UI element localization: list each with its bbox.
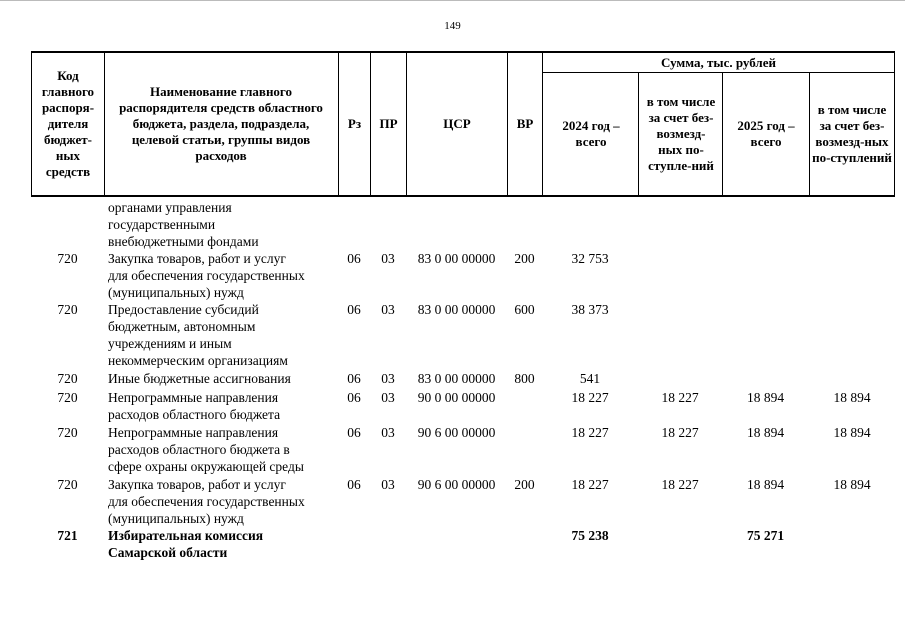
header-2024-total: 2024 год – всего (562, 118, 620, 149)
header-name: Наименование главного распорядителя средств областного бюджета, раздела, подраздела, целевой статьи, группы видов расходов (119, 84, 323, 163)
row-name-line: Избирательная комиссия (108, 528, 264, 543)
page-number: 149 (444, 20, 461, 32)
header-vr: ВР (516, 116, 534, 131)
row-name-line: некоммерческим организациям (108, 353, 288, 368)
header-sum: Сумма, тыс. рублей (661, 54, 776, 70)
header-csr: ЦСР (443, 116, 471, 131)
row-s3-cell: 18 894 (746, 390, 785, 405)
row-pr-cell: 03 (381, 371, 395, 386)
row-s1-cell: 541 (579, 371, 601, 386)
row-pr-cell: 03 (381, 390, 395, 405)
row-rz-cell: 06 (347, 251, 361, 266)
row-code-cell: 721 (57, 528, 78, 543)
row-name-line: Непрограммные направления (108, 425, 279, 440)
row-s1-cell: 32 753 (571, 251, 609, 266)
row-vr-cell: 200 (514, 477, 535, 492)
row-name-line: Иные бюджетные ассигнования (108, 371, 291, 386)
row-name-line: расходов областного бюджета в (108, 442, 290, 457)
row-csr-cell: 90 6 00 00000 (417, 425, 496, 440)
row-name-line: (муниципальных) нужд (108, 511, 244, 526)
row-rz-cell: 06 (347, 390, 361, 405)
row-s2-cell: 18 227 (661, 390, 699, 405)
row-name-line: государственными (108, 217, 216, 232)
header-pr: ПР (379, 116, 398, 131)
row-code-cell: 720 (57, 390, 78, 405)
header-2024-free: в том числе за счет без-возмезд-ных по-ступле-ний (646, 94, 716, 173)
row-name-line: для обеспечения государственных (108, 494, 305, 509)
row-s1-cell: 75 238 (571, 528, 609, 543)
row-code-cell: 720 (57, 302, 78, 317)
row-csr-cell: 90 0 00 00000 (417, 390, 496, 405)
header-rz: Рз (347, 116, 362, 131)
row-s1-cell: 18 227 (571, 477, 609, 492)
row-s3-cell: 18 894 (746, 477, 785, 492)
row-pr-cell: 03 (381, 425, 395, 440)
row-name-line: внебюджетными фондами (108, 234, 259, 249)
row-csr-cell: 83 0 00 00000 (417, 371, 496, 386)
row-name-line: Непрограммные направления (108, 390, 279, 405)
row-pr-cell: 03 (381, 302, 395, 317)
row-pr-cell: 03 (381, 251, 395, 266)
row-code-cell: 720 (57, 425, 78, 440)
row-vr-cell: 800 (514, 371, 535, 386)
row-vr-cell: 600 (514, 302, 535, 317)
row-rz-cell: 06 (347, 302, 361, 317)
row-pr-cell: 03 (381, 477, 395, 492)
header-code: Код главного распоря-дителя бюджет-ных средств (41, 68, 95, 179)
row-name-line: для обеспечения государственных (108, 268, 305, 283)
row-s1-cell: 18 227 (571, 425, 609, 440)
header-2025-total: 2025 год – всего (737, 118, 795, 149)
row-code-cell: 720 (57, 371, 78, 386)
row-s3-cell: 75 271 (746, 528, 785, 543)
row-code-cell: 720 (57, 251, 78, 266)
row-name-line: Предоставление субсидий (108, 302, 259, 317)
row-s2-cell: 18 227 (661, 425, 699, 440)
row-rz-cell: 06 (347, 425, 361, 440)
row-s1-cell: 38 373 (571, 302, 609, 317)
row-s2-cell: 18 227 (661, 477, 699, 492)
row-name-line: Закупка товаров, работ и услуг (108, 477, 286, 492)
row-name-line: сфере охраны окружающей среды (108, 459, 304, 474)
row-vr-cell: 200 (514, 251, 535, 266)
row-name-line: органами управления (108, 200, 232, 215)
row-rz-cell: 06 (347, 477, 361, 492)
row-rz-cell: 06 (347, 371, 361, 386)
row-s1-cell: 18 227 (571, 390, 609, 405)
row-s3-cell: 18 894 (746, 425, 785, 440)
row-code-cell: 720 (57, 477, 78, 492)
top-edge-line (0, 0, 905, 1)
row-csr-cell: 83 0 00 00000 (417, 251, 496, 266)
row-csr-cell: 83 0 00 00000 (417, 302, 496, 317)
row-name-line: (муниципальных) нужд (108, 285, 244, 300)
row-csr-cell: 90 6 00 00000 (417, 477, 496, 492)
row-name-line: бюджетным, автономным (108, 319, 256, 334)
row-s4-cell: 18 894 (833, 425, 871, 440)
row-s4-cell: 18 894 (833, 390, 871, 405)
header-2025-free: в том числе за счет без-возмезд-ных по-ступлений (812, 102, 892, 165)
row-name-line: Самарской области (108, 545, 228, 560)
row-s4-cell: 18 894 (833, 477, 871, 492)
row-name-line: Закупка товаров, работ и услуг (108, 251, 286, 266)
row-name-line: учреждениям и иным (108, 336, 232, 351)
row-name-line: расходов областного бюджета (108, 407, 281, 422)
